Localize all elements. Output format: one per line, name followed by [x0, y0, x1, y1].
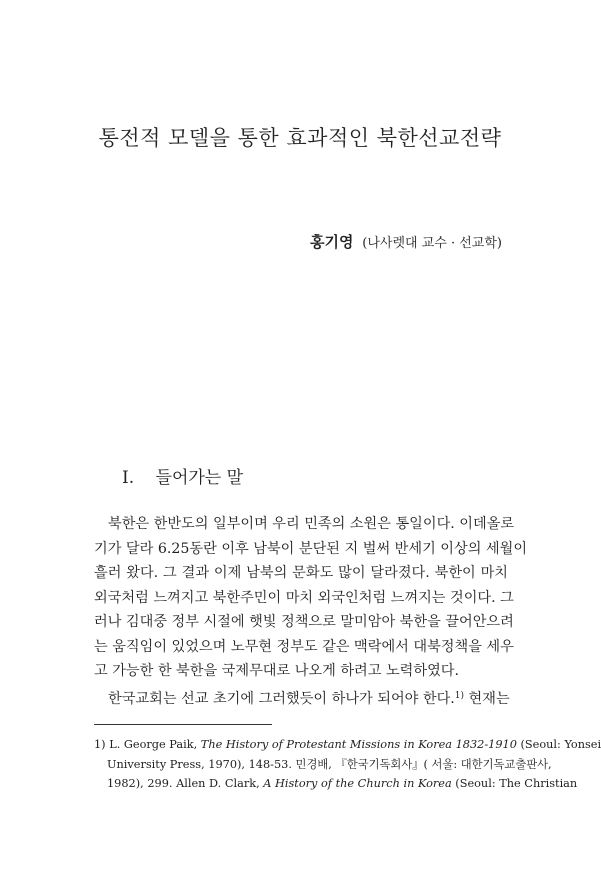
- body-line: 러나 김대중 정부 시절에 햇빛 정책으로 말미암아 북한을 끌어안으려: [94, 614, 514, 630]
- footnote-book-title: A History of the Church in Korea: [263, 777, 452, 790]
- footnote-divider: [94, 724, 272, 725]
- paper-title: 통전적 모델을 통한 효과적인 북한선교전략: [98, 126, 502, 150]
- body-text-span: 한국교회는 선교 초기에 그러했듯이 하나가 되어야 한다.: [108, 690, 455, 707]
- section-title: 들어가는 말: [155, 468, 244, 488]
- body-line: 외국처럼 느껴지고 북한주민이 마치 외국인처럼 느껴지는 것이다. 그: [94, 589, 514, 606]
- footnote-ref: 1): [454, 690, 465, 701]
- body-text-tail: 현재는: [464, 690, 510, 707]
- body-line: 기가 달라 6.25동란 이후 남북이 분단된 지 벌써 반세기 이상의 세월이: [94, 540, 528, 557]
- section-heading: [122, 463, 243, 488]
- body-line: 는 움직임이 있었으며 노무현 정부도 같은 맥락에서 대북정책을 세우: [94, 638, 514, 655]
- footnote-text: L. George Paik,: [105, 738, 201, 751]
- author-affiliation: (나사렛대 교수 · 선교학): [362, 236, 502, 251]
- footnote-text: (Seoul: The Christian: [451, 777, 578, 790]
- footnote-text: (Seoul: Yonsei: [516, 738, 601, 751]
- body-line: 북한은 한반도의 일부이며 우리 민족의 소원은 통일이다. 이데올로: [108, 516, 515, 532]
- footnote-mark: 1): [94, 738, 106, 751]
- author-name: 홍기영: [310, 233, 354, 251]
- body-line: 흘러 왔다. 그 결과 이제 남북의 문화도 많이 달라졌다. 북한이 마치: [94, 565, 508, 581]
- section-number: I.: [122, 468, 135, 488]
- footnote-text: 1982), 299. Allen D. Clark,: [107, 777, 264, 790]
- body-text: [94, 512, 528, 711]
- author-block: [310, 231, 502, 252]
- footnote-book-title: The History of Protestant Missions in Korea 1832-1910: [200, 738, 517, 751]
- body-line-last: [94, 684, 508, 712]
- footnote-line: [94, 774, 578, 794]
- footnote: [94, 735, 601, 794]
- footnote-line: University Press, 1970), 148-53. 민경배, 『한국기독회사』( 서울: 대한기독교출판사,: [107, 757, 552, 771]
- body-line: 고 가능한 한 북한을 국제무대로 나오게 하려고 노력하였다.: [94, 663, 460, 679]
- footnote-line: [94, 735, 601, 755]
